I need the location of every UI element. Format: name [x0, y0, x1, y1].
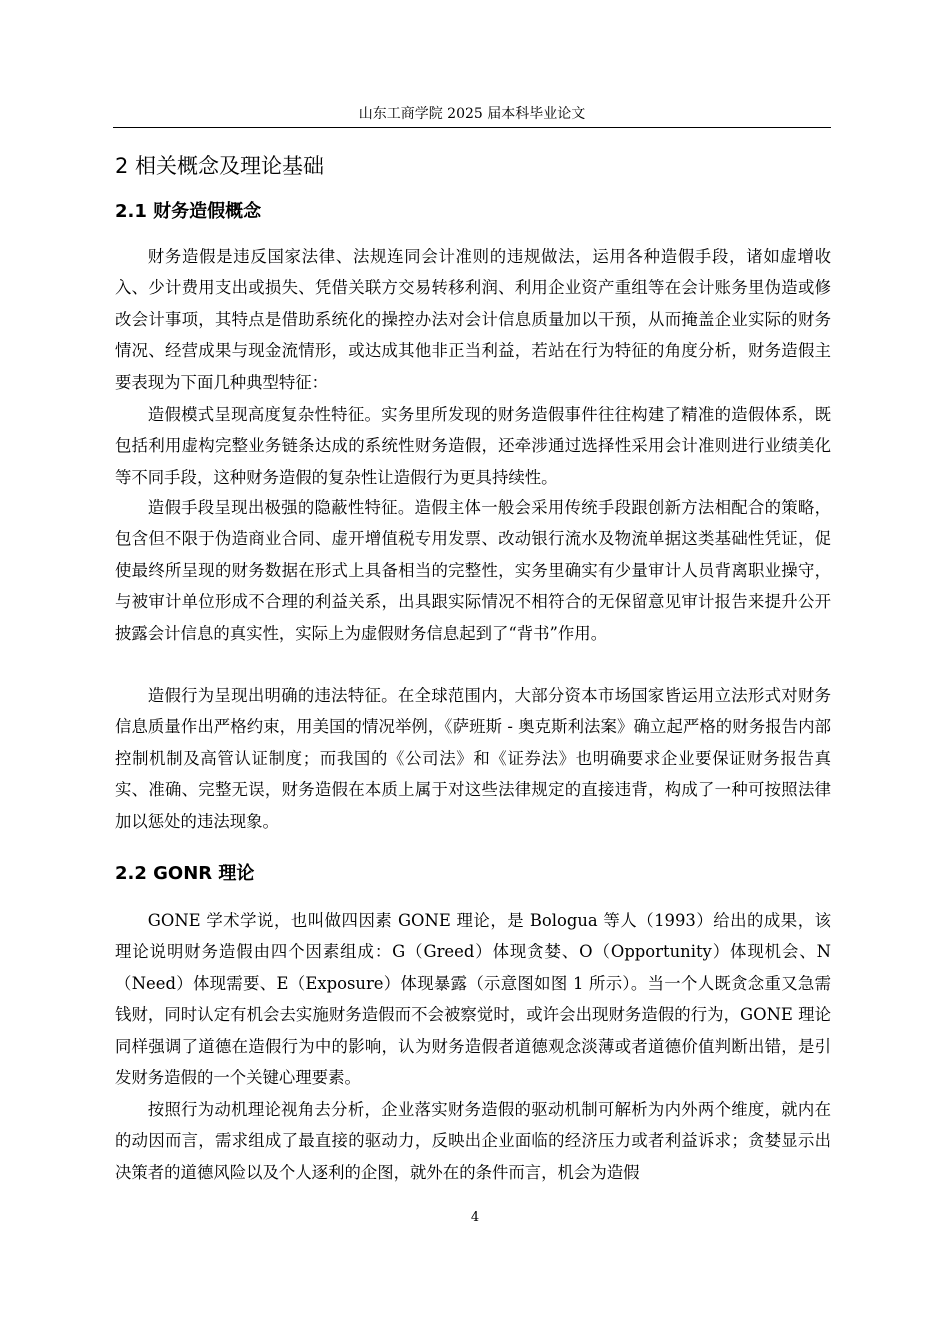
header-rule — [113, 127, 831, 128]
paragraph: 造假行为呈现出明确的违法特征。在全球范围内，大部分资本市场国家皆运用立法形式对财务信息质量作出严格约束，用美国的情况举例，《萨班斯 - 奥克斯利法案》确立起严格的财务报告内部控制机制及高管认证制度；而我国的《公司法》和《证券法》也明确要求企业要保证财务报告真实、准确、完整无误，财务造假在本质上属于对这些法律规定的直接违背，构成了一种可按照法律加以惩处的违法现象。 — [115, 686, 831, 831]
page-number: 4 — [470, 1210, 480, 1225]
section-heading-2-2: 2.2 GONR 理论 — [115, 863, 255, 884]
paragraph: 按照行为动机理论视角去分析，企业落实财务造假的驱动机制可解析为内外两个维度，就内在的动因而言，需求组成了最直接的驱动力，反映出企业面临的经济压力或者利益诉求；贪婪显示出决策者的道德风险以及个人逐利的企图，就外在的条件而言，机会为造假 — [115, 1100, 831, 1182]
paragraph: 造假模式呈现高度复杂性特征。实务里所发现的财务造假事件往往构建了精准的造假体系，既包括利用虚构完整业务链条达成的系统性财务造假，还牵涉通过选择性采用会计准则进行业绩美化等不同手段，这种财务造假的复杂性让造假行为更具持续性。 — [115, 405, 831, 487]
paragraph: 造假手段呈现出极强的隐蔽性特征。造假主体一般会采用传统手段跟创新方法相配合的策略，包含但不限于伪造商业合同、虚开增值税专用发票、改动银行流水及物流单据这类基础性凭证，促使最终所呈现的财务数据在形式上具备相当的完整性，实务里确实有少量审计人员背离职业操守，与被审计单位形成不合理的利益关系，出具跟实际情况不相符合的无保留意见审计报告来提升公开披露会计信息的真实性，实际上为虚假财务信息起到了“背书”作用。 — [115, 498, 831, 643]
running-header: 山东工商学院 2025 届本科毕业论文 — [358, 106, 586, 122]
paragraph: GONE 学术学说，也叫做四因素 GONE 理论，是 Bologua 等人（1993）给出的成果，该理论说明财务造假由四个因素组成：G（Greed）体现贪婪、O（Opportunity）体现机会、N（Need）体现需要、E（Exposure）体现暴露（示意图如图 1 所示）。当一个人既贪念重又急需钱财，同时认定有机会去实施财务造假而不会被察觉时，或许会出现财务造假的行为，GONE 理论同样强调了道德在造假行为中的影响，认为财务造假者道德观念淡薄或者道德价值判断出错，是引发财务造假的一个关键心理要素。 — [115, 911, 831, 1088]
paragraph: 财务造假是违反国家法律、法规连同会计准则的违规做法，运用各种造假手段，诸如虚增收入、少计费用支出或损失、凭借关联方交易转移利润、利用企业资产重组等在会计账务里伪造或修改会计事项，其特点是借助系统化的操控办法对会计信息质量加以干预，从而掩盖企业实际的财务情况、经营成果与现金流情形，或达成其他非正当利益，若站在行为特征的角度分析，财务造假主要表现为下面几种典型特征： — [115, 247, 831, 392]
section-heading-2-1: 2.1 财务造假概念 — [115, 201, 262, 222]
chapter-title: 2 相关概念及理论基础 — [115, 154, 325, 178]
